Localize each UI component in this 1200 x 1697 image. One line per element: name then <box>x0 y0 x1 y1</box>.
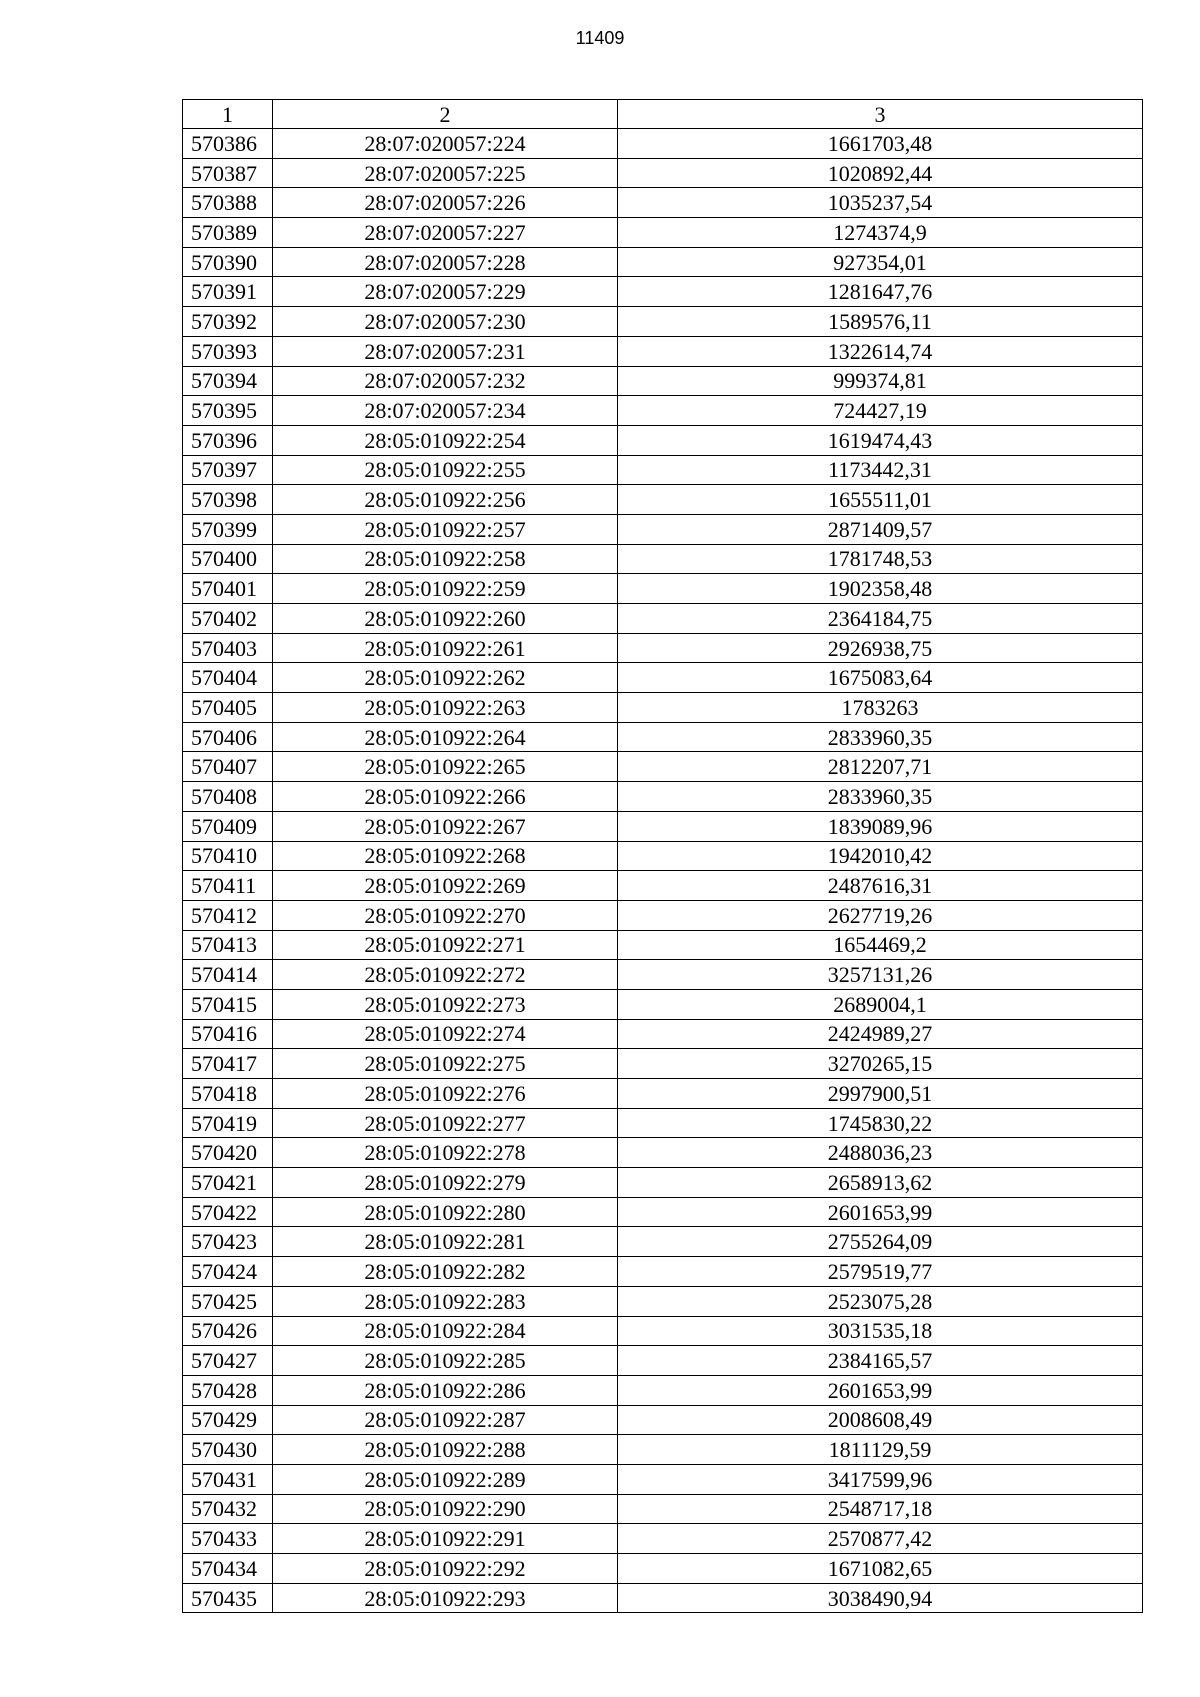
cadastral-number-cell: 28:07:020057:226 <box>273 188 618 218</box>
table-row <box>183 247 1143 277</box>
row-number-cell: 570399 <box>183 514 273 544</box>
table-row <box>183 900 1143 930</box>
cadastral-number-cell: 28:05:010922:273 <box>273 989 618 1019</box>
value-cell: 1655511,01 <box>618 485 1143 515</box>
value-cell: 927354,01 <box>618 247 1143 277</box>
row-number-cell: 570411 <box>183 871 273 901</box>
table-row <box>183 752 1143 782</box>
cadastral-number-cell: 28:05:010922:265 <box>273 752 618 782</box>
value-cell: 2008608,49 <box>618 1405 1143 1435</box>
table-row <box>183 1079 1143 1109</box>
table-row <box>183 1435 1143 1465</box>
column-header-2: 2 <box>273 100 618 129</box>
value-cell: 2601653,99 <box>618 1197 1143 1227</box>
value-cell: 2658913,62 <box>618 1168 1143 1198</box>
table-row <box>183 485 1143 515</box>
value-cell: 724427,19 <box>618 396 1143 426</box>
row-number-cell: 570407 <box>183 752 273 782</box>
value-cell: 1661703,48 <box>618 129 1143 159</box>
cadastral-number-cell: 28:07:020057:231 <box>273 336 618 366</box>
value-cell: 2384165,57 <box>618 1346 1143 1376</box>
row-number-cell: 570416 <box>183 1019 273 1049</box>
table-row <box>183 1464 1143 1494</box>
table-row <box>183 158 1143 188</box>
table-row <box>183 366 1143 396</box>
table-row <box>183 336 1143 366</box>
table-body <box>183 129 1143 1613</box>
table-row <box>183 218 1143 248</box>
row-number-cell: 570409 <box>183 811 273 841</box>
table-header <box>183 100 1143 129</box>
table-row <box>183 871 1143 901</box>
table-row <box>183 930 1143 960</box>
cadastral-number-cell: 28:05:010922:292 <box>273 1554 618 1584</box>
row-number-cell: 570434 <box>183 1554 273 1584</box>
table-row <box>183 514 1143 544</box>
cadastral-number-cell: 28:05:010922:255 <box>273 455 618 485</box>
value-cell: 1675083,64 <box>618 663 1143 693</box>
row-number-cell: 570403 <box>183 633 273 663</box>
table-row <box>183 277 1143 307</box>
value-cell: 2755264,09 <box>618 1227 1143 1257</box>
cadastral-number-cell: 28:05:010922:284 <box>273 1316 618 1346</box>
cadastral-number-cell: 28:05:010922:278 <box>273 1138 618 1168</box>
cadastral-number-cell: 28:05:010922:259 <box>273 574 618 604</box>
cadastral-number-cell: 28:05:010922:264 <box>273 722 618 752</box>
value-cell: 999374,81 <box>618 366 1143 396</box>
value-cell: 1020892,44 <box>618 158 1143 188</box>
row-number-cell: 570391 <box>183 277 273 307</box>
cadastral-number-cell: 28:05:010922:280 <box>273 1197 618 1227</box>
value-cell: 3031535,18 <box>618 1316 1143 1346</box>
cadastral-number-cell: 28:05:010922:282 <box>273 1257 618 1287</box>
value-cell: 1035237,54 <box>618 188 1143 218</box>
cadastral-number-cell: 28:05:010922:276 <box>273 1079 618 1109</box>
table-row <box>183 1168 1143 1198</box>
cadastral-number-cell: 28:05:010922:275 <box>273 1049 618 1079</box>
row-number-cell: 570423 <box>183 1227 273 1257</box>
row-number-cell: 570432 <box>183 1494 273 1524</box>
table-row <box>183 1286 1143 1316</box>
table-row <box>183 1375 1143 1405</box>
row-number-cell: 570401 <box>183 574 273 604</box>
row-number-cell: 570389 <box>183 218 273 248</box>
table-row <box>183 1405 1143 1435</box>
value-cell: 2997900,51 <box>618 1079 1143 1109</box>
table-row <box>183 1227 1143 1257</box>
table-row <box>183 1257 1143 1287</box>
row-number-cell: 570393 <box>183 336 273 366</box>
value-cell: 3257131,26 <box>618 960 1143 990</box>
value-cell: 2833960,35 <box>618 722 1143 752</box>
table-row <box>183 633 1143 663</box>
cadastral-number-cell: 28:05:010922:262 <box>273 663 618 693</box>
row-number-cell: 570433 <box>183 1524 273 1554</box>
table-row <box>183 1108 1143 1138</box>
value-cell: 2488036,23 <box>618 1138 1143 1168</box>
row-number-cell: 570415 <box>183 989 273 1019</box>
table-row <box>183 455 1143 485</box>
table-row <box>183 1019 1143 1049</box>
value-cell: 1322614,74 <box>618 336 1143 366</box>
row-number-cell: 570417 <box>183 1049 273 1079</box>
value-cell: 1745830,22 <box>618 1108 1143 1138</box>
table-row <box>183 722 1143 752</box>
table-row <box>183 693 1143 723</box>
value-cell: 2487616,31 <box>618 871 1143 901</box>
table-row <box>183 1346 1143 1376</box>
cadastral-number-cell: 28:05:010922:256 <box>273 485 618 515</box>
table-row <box>183 1524 1143 1554</box>
value-cell: 2523075,28 <box>618 1286 1143 1316</box>
header-row <box>183 100 1143 129</box>
table-row <box>183 1316 1143 1346</box>
row-number-cell: 570398 <box>183 485 273 515</box>
value-cell: 2570877,42 <box>618 1524 1143 1554</box>
column-header-3: 3 <box>618 100 1143 129</box>
row-number-cell: 570392 <box>183 307 273 337</box>
cadastral-number-cell: 28:05:010922:270 <box>273 900 618 930</box>
row-number-cell: 570413 <box>183 930 273 960</box>
value-cell: 2812207,71 <box>618 752 1143 782</box>
value-cell: 1173442,31 <box>618 455 1143 485</box>
row-number-cell: 570421 <box>183 1168 273 1198</box>
cadastral-number-cell: 28:05:010922:267 <box>273 811 618 841</box>
table-row <box>183 574 1143 604</box>
value-cell: 2601653,99 <box>618 1375 1143 1405</box>
table-row <box>183 544 1143 574</box>
row-number-cell: 570420 <box>183 1138 273 1168</box>
page-number: 11409 <box>575 28 625 48</box>
row-number-cell: 570386 <box>183 129 273 159</box>
row-number-cell: 570419 <box>183 1108 273 1138</box>
cadastral-number-cell: 28:05:010922:274 <box>273 1019 618 1049</box>
table-row <box>183 425 1143 455</box>
row-number-cell: 570424 <box>183 1257 273 1287</box>
cadastral-number-cell: 28:05:010922:257 <box>273 514 618 544</box>
value-cell: 2364184,75 <box>618 604 1143 634</box>
row-number-cell: 570422 <box>183 1197 273 1227</box>
cadastral-number-cell: 28:05:010922:286 <box>273 1375 618 1405</box>
row-number-cell: 570396 <box>183 425 273 455</box>
row-number-cell: 570390 <box>183 247 273 277</box>
cadastral-number-cell: 28:05:010922:279 <box>273 1168 618 1198</box>
value-cell: 1589576,11 <box>618 307 1143 337</box>
row-number-cell: 570402 <box>183 604 273 634</box>
cadastral-number-cell: 28:05:010922:277 <box>273 1108 618 1138</box>
value-cell: 1783263 <box>618 693 1143 723</box>
row-number-cell: 570406 <box>183 722 273 752</box>
cadastral-number-cell: 28:07:020057:224 <box>273 129 618 159</box>
table-row <box>183 989 1143 1019</box>
value-cell: 2548717,18 <box>618 1494 1143 1524</box>
cadastral-number-cell: 28:07:020057:230 <box>273 307 618 337</box>
cadastral-number-cell: 28:05:010922:283 <box>273 1286 618 1316</box>
cadastral-number-cell: 28:05:010922:290 <box>273 1494 618 1524</box>
table-row <box>183 663 1143 693</box>
table-row <box>183 960 1143 990</box>
row-number-cell: 570395 <box>183 396 273 426</box>
table-row <box>183 396 1143 426</box>
table-row <box>183 1554 1143 1584</box>
table-row <box>183 1138 1143 1168</box>
value-cell: 1942010,42 <box>618 841 1143 871</box>
cadastral-number-cell: 28:05:010922:258 <box>273 544 618 574</box>
value-cell: 3270265,15 <box>618 1049 1143 1079</box>
value-cell: 3417599,96 <box>618 1464 1143 1494</box>
value-cell: 1839089,96 <box>618 811 1143 841</box>
value-cell: 1619474,43 <box>618 425 1143 455</box>
cadastral-number-cell: 28:07:020057:234 <box>273 396 618 426</box>
value-cell: 1274374,9 <box>618 218 1143 248</box>
value-cell: 1781748,53 <box>618 544 1143 574</box>
row-number-cell: 570429 <box>183 1405 273 1435</box>
cadastral-number-cell: 28:05:010922:288 <box>273 1435 618 1465</box>
cadastral-number-cell: 28:05:010922:269 <box>273 871 618 901</box>
table-row <box>183 307 1143 337</box>
data-table <box>182 99 1143 1613</box>
cadastral-number-cell: 28:05:010922:287 <box>273 1405 618 1435</box>
cadastral-number-cell: 28:05:010922:263 <box>273 693 618 723</box>
row-number-cell: 570408 <box>183 782 273 812</box>
table-row <box>183 1049 1143 1079</box>
cadastral-number-cell: 28:05:010922:260 <box>273 604 618 634</box>
row-number-cell: 570427 <box>183 1346 273 1376</box>
table-row <box>183 1494 1143 1524</box>
cadastral-number-cell: 28:05:010922:285 <box>273 1346 618 1376</box>
cadastral-number-cell: 28:07:020057:225 <box>273 158 618 188</box>
value-cell: 2627719,26 <box>618 900 1143 930</box>
value-cell: 3038490,94 <box>618 1583 1143 1613</box>
cadastral-number-cell: 28:05:010922:254 <box>273 425 618 455</box>
value-cell: 1281647,76 <box>618 277 1143 307</box>
table-row <box>183 811 1143 841</box>
row-number-cell: 570418 <box>183 1079 273 1109</box>
value-cell: 2424989,27 <box>618 1019 1143 1049</box>
row-number-cell: 570400 <box>183 544 273 574</box>
row-number-cell: 570425 <box>183 1286 273 1316</box>
cadastral-number-cell: 28:05:010922:261 <box>273 633 618 663</box>
row-number-cell: 570397 <box>183 455 273 485</box>
table-row <box>183 841 1143 871</box>
value-cell: 1654469,2 <box>618 930 1143 960</box>
row-number-cell: 570430 <box>183 1435 273 1465</box>
value-cell: 2689004,1 <box>618 989 1143 1019</box>
table-row <box>183 188 1143 218</box>
row-number-cell: 570428 <box>183 1375 273 1405</box>
cadastral-number-cell: 28:05:010922:291 <box>273 1524 618 1554</box>
column-header-1: 1 <box>183 100 273 129</box>
value-cell: 1902358,48 <box>618 574 1143 604</box>
table-row <box>183 604 1143 634</box>
row-number-cell: 570387 <box>183 158 273 188</box>
row-number-cell: 570431 <box>183 1464 273 1494</box>
table-row <box>183 1583 1143 1613</box>
value-cell: 2833960,35 <box>618 782 1143 812</box>
row-number-cell: 570426 <box>183 1316 273 1346</box>
value-cell: 1671082,65 <box>618 1554 1143 1584</box>
cadastral-number-cell: 28:05:010922:281 <box>273 1227 618 1257</box>
row-number-cell: 570388 <box>183 188 273 218</box>
cadastral-number-cell: 28:05:010922:266 <box>273 782 618 812</box>
cadastral-number-cell: 28:05:010922:293 <box>273 1583 618 1613</box>
row-number-cell: 570405 <box>183 693 273 723</box>
table-row <box>183 1197 1143 1227</box>
cadastral-number-cell: 28:07:020057:232 <box>273 366 618 396</box>
cadastral-number-cell: 28:07:020057:228 <box>273 247 618 277</box>
value-cell: 1811129,59 <box>618 1435 1143 1465</box>
value-cell: 2926938,75 <box>618 633 1143 663</box>
cadastral-number-cell: 28:05:010922:289 <box>273 1464 618 1494</box>
table-row <box>183 129 1143 159</box>
row-number-cell: 570404 <box>183 663 273 693</box>
cadastral-number-cell: 28:07:020057:229 <box>273 277 618 307</box>
row-number-cell: 570414 <box>183 960 273 990</box>
row-number-cell: 570394 <box>183 366 273 396</box>
cadastral-number-cell: 28:05:010922:268 <box>273 841 618 871</box>
cadastral-number-cell: 28:05:010922:272 <box>273 960 618 990</box>
row-number-cell: 570435 <box>183 1583 273 1613</box>
value-cell: 2579519,77 <box>618 1257 1143 1287</box>
value-cell: 2871409,57 <box>618 514 1143 544</box>
row-number-cell: 570410 <box>183 841 273 871</box>
cadastral-number-cell: 28:05:010922:271 <box>273 930 618 960</box>
table-row <box>183 782 1143 812</box>
row-number-cell: 570412 <box>183 900 273 930</box>
cadastral-number-cell: 28:07:020057:227 <box>273 218 618 248</box>
